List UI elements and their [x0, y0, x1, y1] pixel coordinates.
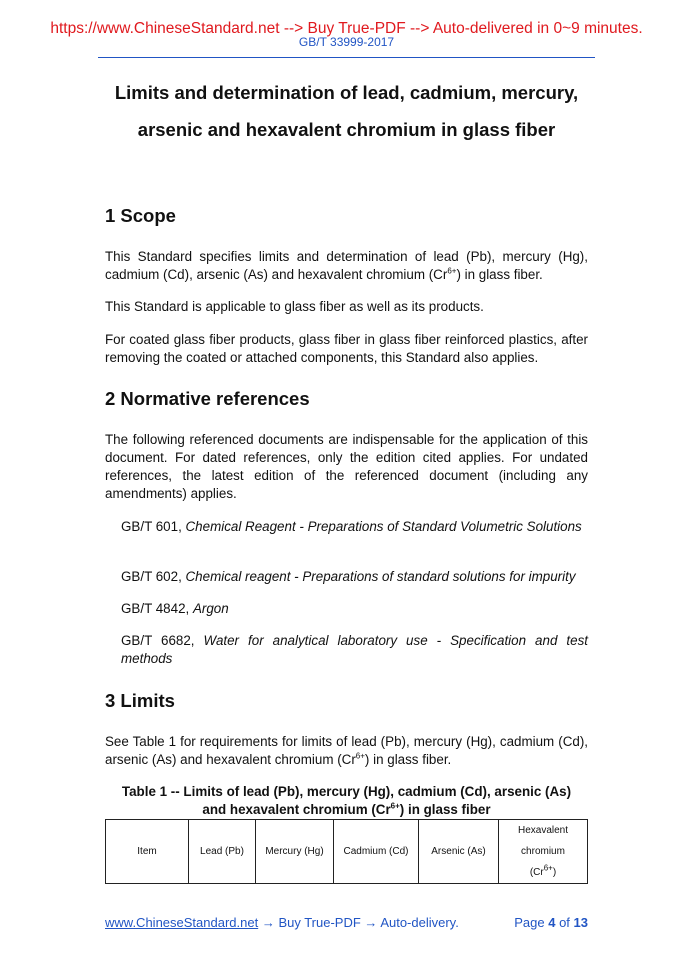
header-lead: Lead (Pb)	[189, 820, 256, 884]
section-heading-scope: 1 Scope	[105, 205, 176, 226]
reference-item: GB/T 601, Chemical Reagent - Preparations of Standard Volumetric Solutions	[121, 519, 582, 534]
document-title-line-1: Limits and determination of lead, cadmium, mercury,	[114, 82, 579, 103]
reference-item: GB/T 4842, Argon	[121, 601, 229, 616]
section-heading-normative: 2 Normative references	[105, 388, 310, 409]
scope-paragraph-1: This Standard specifies limits and determination of lead (Pb), mercury (Hg), cadmium (Cd), arsenic (As) and hexavalent chromium $(Cr^{6+})$ in glass fiber.	[105, 249, 588, 282]
standard-number: GB/T 33999-2017	[298, 35, 395, 49]
reference-item: GB/T 602, Chemical reagent - Preparations of standard solutions for impurity	[121, 569, 576, 584]
header-hexavalent-chromium: Hexavalent chromium $(Cr^{6+})$	[499, 820, 588, 884]
footer-link[interactable]: www.ChineseStandard.net → Buy True-PDF → Auto-delivery.	[105, 915, 459, 930]
normative-intro: The following referenced documents are indispensable for the application of this document. For dated references, only the edition cited applies. For undated references, the latest edition of the referenced document (including any amendments) applies.	[105, 432, 588, 501]
scope-paragraph-3: For coated glass fiber products, glass fiber in glass fiber reinforced plastics, after removing the coated or attached components, this Standard also applies.	[105, 332, 588, 365]
scope-paragraph-2: This Standard is applicable to glass fiber as well as its products.	[105, 299, 484, 314]
header-cadmium: Cadmium (Cd)	[334, 820, 419, 884]
page-indicator: Page 4 of 13	[514, 915, 588, 930]
table-caption-line-1: Table 1 -- Limits of lead (Pb), mercury (Hg), cadmium (Cd), arsenic (As)	[121, 784, 572, 799]
section-heading-limits: 3 Limits	[105, 690, 175, 711]
header-arsenic: Arsenic (As)	[419, 820, 499, 884]
header-item: Item	[106, 820, 189, 884]
document-title-line-2: arsenic and hexavalent chromium in glass fiber	[137, 119, 556, 140]
top-banner[interactable]: https://www.ChineseStandard.net --> Buy True-PDF --> Auto-delivered in 0~9 minutes.	[50, 20, 643, 37]
header-divider	[98, 57, 595, 58]
table-header-row	[106, 820, 588, 884]
table-caption-line-2: and hexavalent chromium $(Cr^{6+})$ in glass fiber	[202, 801, 491, 817]
limits-paragraph: See Table 1 for requirements for limits of lead (Pb), mercury (Hg), cadmium (Cd), arsenic (As) and hexavalent chromium $(Cr^{6+})$ in glass fiber.	[105, 734, 588, 767]
limits-table	[105, 819, 588, 884]
reference-item: GB/T 6682, Water for analytical laboratory use - Specification and test methods	[121, 633, 588, 666]
header-mercury: Mercury (Hg)	[256, 820, 334, 884]
